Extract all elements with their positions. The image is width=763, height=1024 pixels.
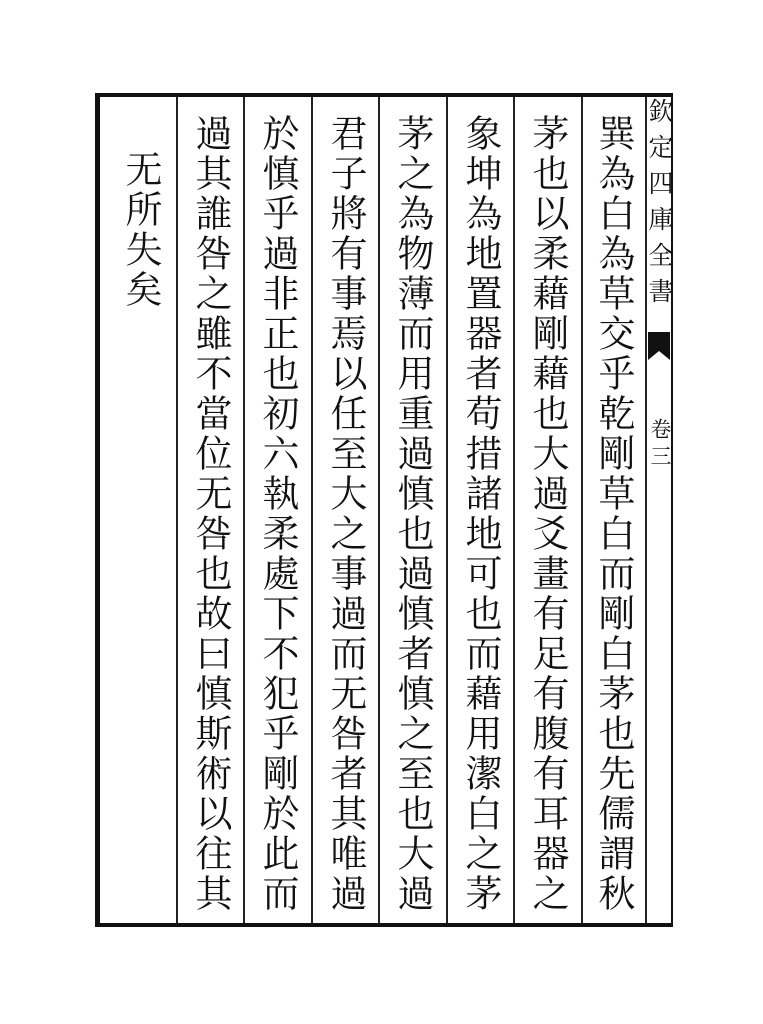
column-divider [243, 97, 245, 923]
volume-label: 卷三 [648, 418, 672, 472]
column-divider [513, 97, 515, 923]
text-column-7: 過其誰咎之雖不當位无咎也故曰慎斯術以往其 [189, 114, 232, 914]
column-divider [378, 97, 380, 923]
text-column-3: 象坤為地置器者苟措諸地可也而藉用潔白之茅 [459, 114, 502, 914]
column-divider [176, 97, 178, 923]
text-column-2: 茅也以柔藉剛藉也大過爻畫有足有腹有耳器之 [526, 114, 569, 914]
book-title: 欽定四庫全書 [645, 98, 674, 314]
column-divider [446, 97, 448, 923]
column-divider [311, 97, 313, 923]
text-column-1: 巽為白為草交乎乾剛草白而剛白茅也先儒謂秋 [592, 114, 635, 914]
text-column-6: 於慎乎過非正也初六執柔處下不犯乎剛於此而 [256, 114, 299, 914]
text-column-8: 无所失矣 [119, 150, 162, 310]
text-column-5: 君子將有事焉以任至大之事過而无咎者其唯過 [324, 114, 367, 914]
text-column-4: 茅之為物薄而用重過慎也過慎者慎之至也大過 [391, 114, 434, 914]
